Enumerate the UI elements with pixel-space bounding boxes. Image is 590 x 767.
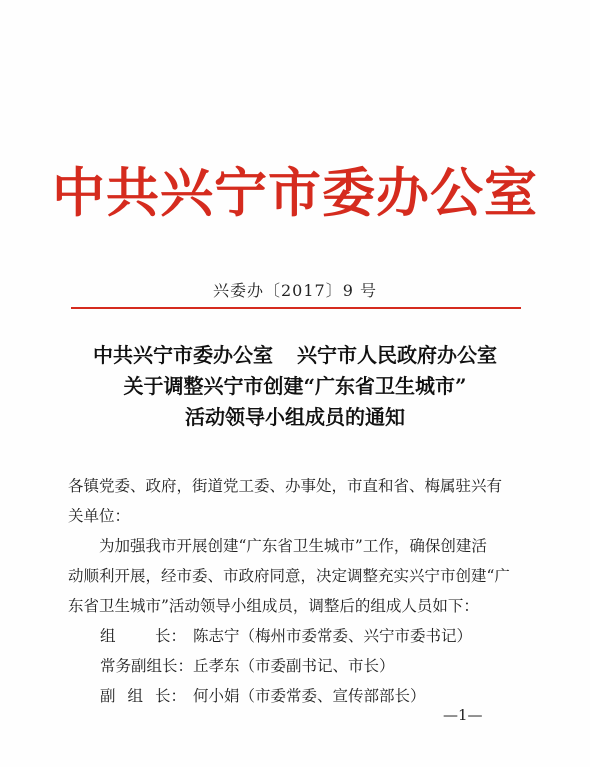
- member-detail: 丘孝东（市委副书记、市长）: [193, 657, 395, 675]
- body-line-2: 动顺利开展，经市委、市政府同意，决定调整充实兴宁市创建“广: [68, 567, 510, 585]
- body-paragraph: [68, 531, 528, 621]
- member-detail: 何小娟（市委常委、宣传部部长）: [193, 687, 426, 705]
- masthead-title: 中共兴宁市委办公室: [52, 162, 538, 224]
- red-divider-line: [71, 307, 521, 309]
- recipients-paragraph: [68, 471, 528, 531]
- member-detail: 陈志宁（梅州市委常委、兴宁市委书记）: [193, 627, 473, 645]
- member-role: 组 长：: [100, 627, 186, 645]
- member-row-deputy: [100, 681, 426, 711]
- member-row-executive-deputy: [100, 651, 395, 681]
- page-number: —1—: [443, 706, 483, 724]
- member-row-leader: [100, 621, 472, 651]
- member-role: 常务副组长：: [100, 657, 194, 675]
- member-role: 副 组 长：: [100, 687, 186, 705]
- title-line-3: 活动领导小组成员的通知: [185, 405, 405, 429]
- title-issuer-party: 中共兴宁市委办公室: [93, 343, 273, 367]
- document-title: [0, 340, 590, 433]
- body-line-3: 东省卫生城市”活动领导小组成员，调整后的组成人员如下：: [68, 597, 479, 615]
- recipients-line-1: 各镇党委、政府，街道党工委、办事处，市直和省、梅属驻兴有: [68, 477, 503, 495]
- title-line-1: [0, 340, 590, 371]
- recipients-line-2: 关单位：: [68, 507, 131, 525]
- title-issuer-government: 兴宁市人民政府办公室: [297, 343, 497, 367]
- document-number: 兴委办〔2017〕9 号: [213, 281, 377, 300]
- body-line-1: 为加强我市开展创建“广东省卫生城市”工作，确保创建活: [99, 537, 487, 555]
- title-line-2: 关于调整兴宁市创建“广东省卫生城市”: [123, 374, 467, 398]
